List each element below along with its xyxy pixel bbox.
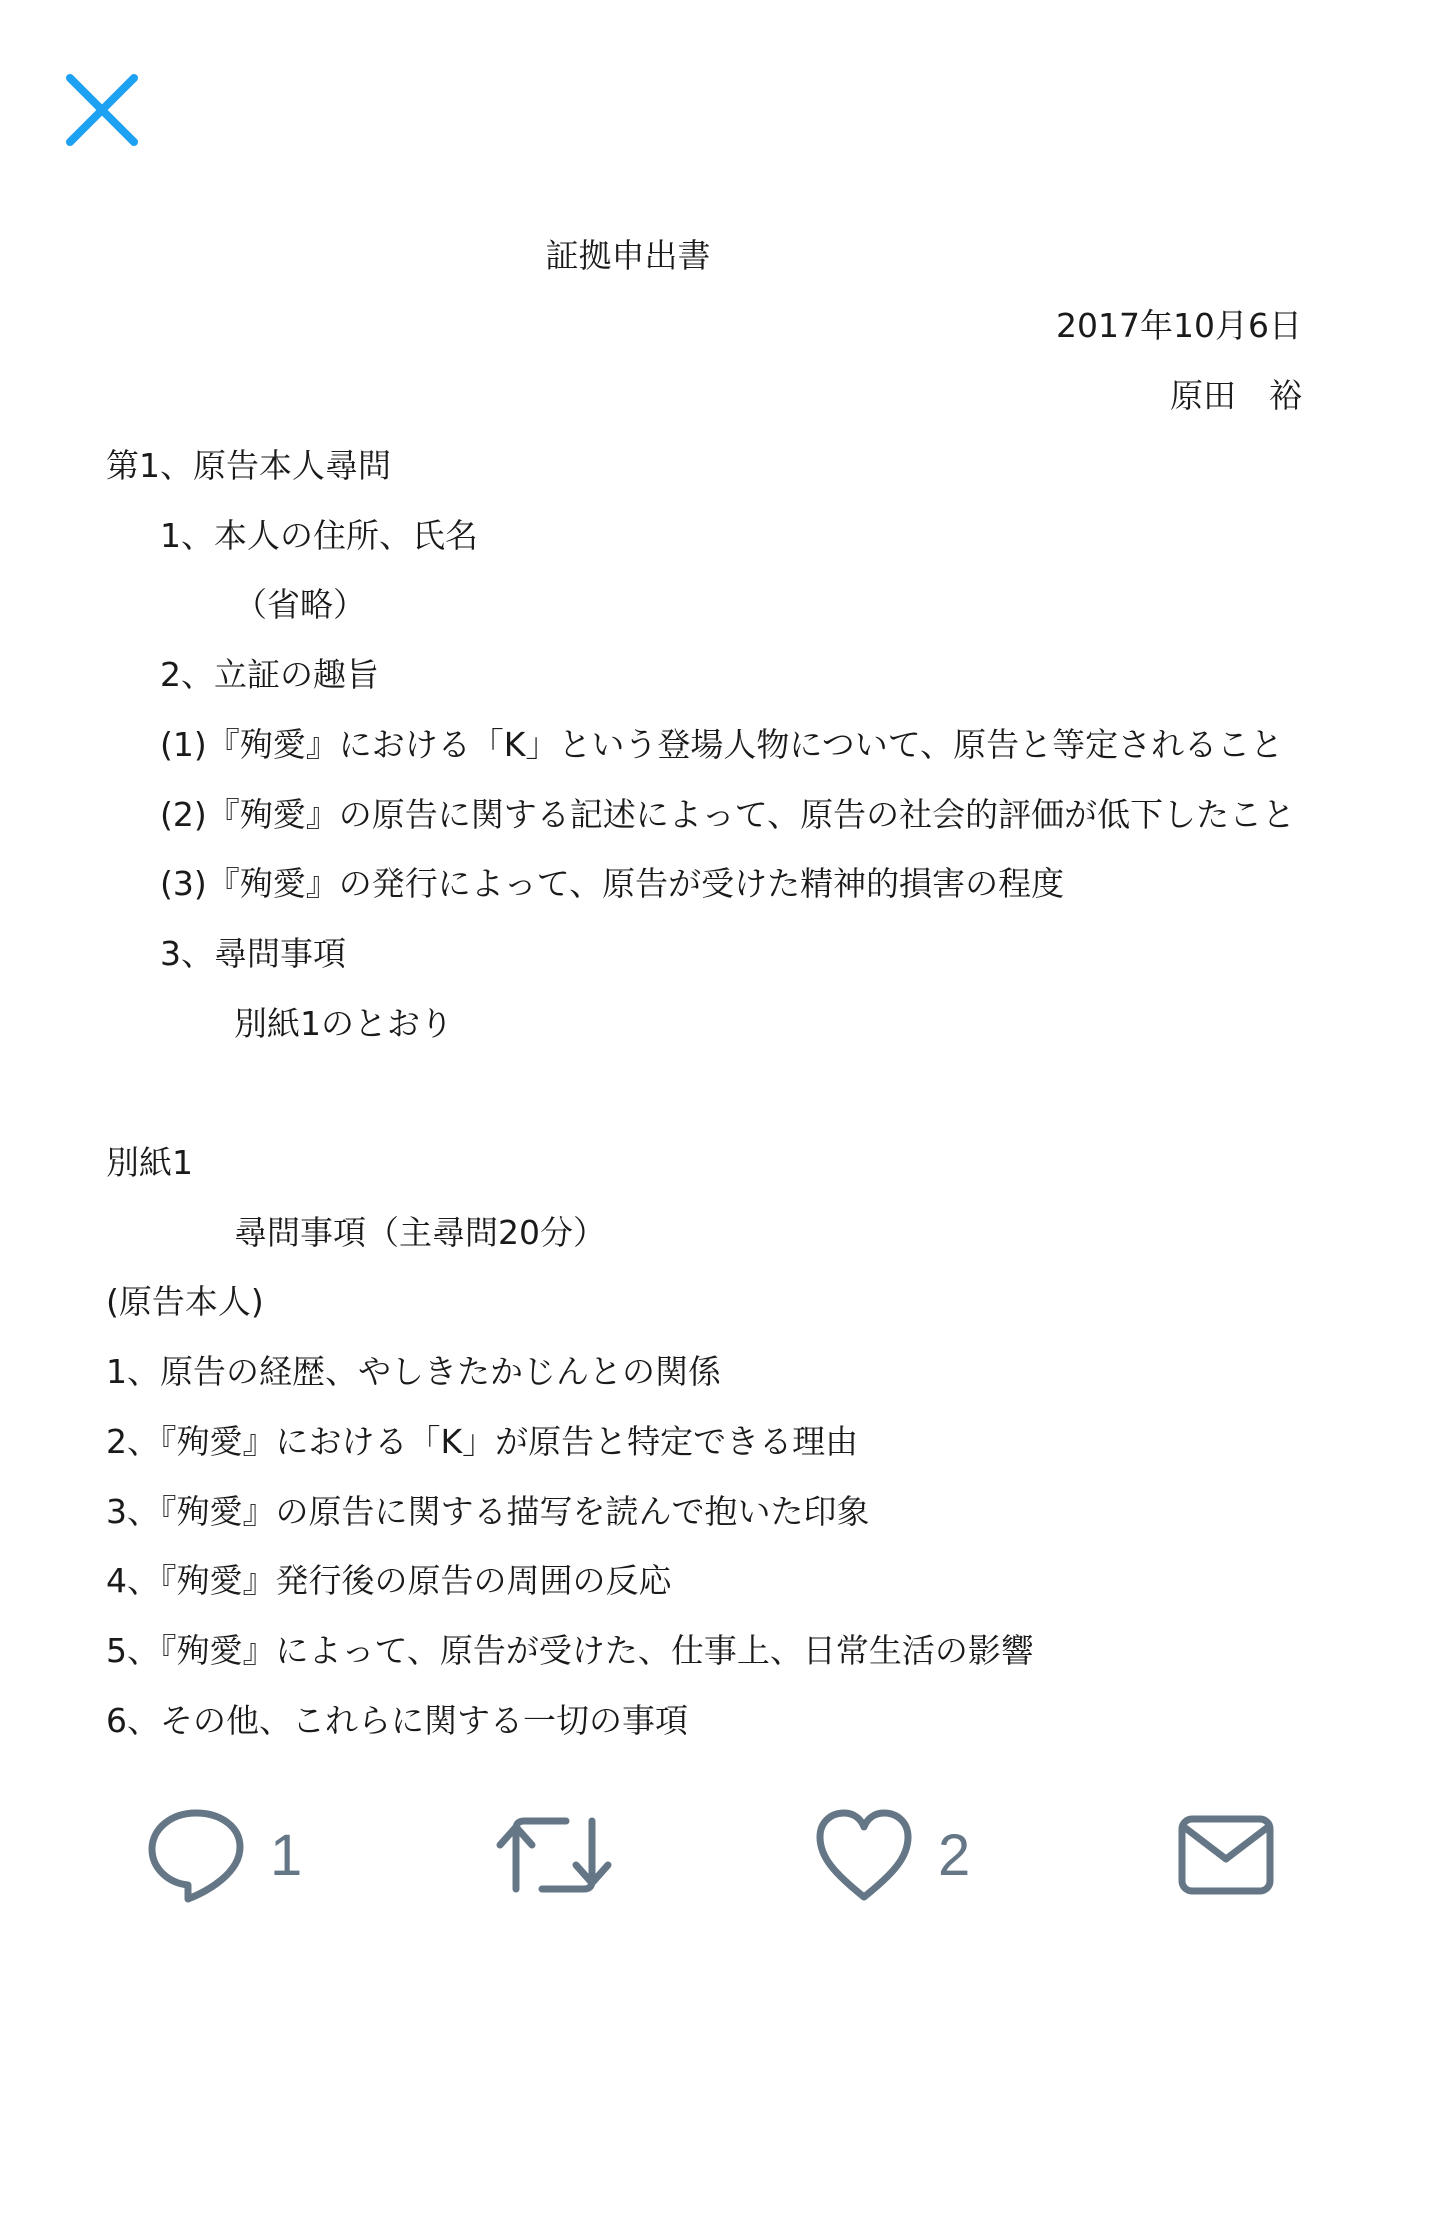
like-count: 2: [938, 1822, 971, 1888]
document-line: 6、その他、これらに関する一切の事項: [106, 1701, 688, 1740]
reply-count: 1: [270, 1822, 303, 1888]
document-line: （省略）: [234, 585, 366, 624]
heart-icon: [814, 1805, 914, 1905]
reply-button[interactable]: [146, 1800, 302, 1910]
document-line: 第1、原告本人尋問: [106, 446, 391, 485]
document-line: 別紙1: [106, 1143, 193, 1182]
direct-message-button[interactable]: [1176, 1800, 1276, 1910]
document-line: 5、『殉愛』によって、原告が受けた、仕事上、日常生活の影響: [106, 1631, 1034, 1670]
document-title: 証拠申出書: [545, 236, 711, 275]
document-line: (2)『殉愛』の原告に関する記述によって、原告の社会的評価が低下したこと: [160, 795, 1296, 834]
document-date: 2017年10月6日: [1056, 306, 1302, 345]
document-line: 2、『殉愛』における「K」が原告と特定できる理由: [106, 1422, 859, 1461]
retweet-button[interactable]: [494, 1800, 614, 1910]
document-line: 別紙1のとおり: [234, 1004, 453, 1043]
document-author: 原田 裕: [1170, 376, 1302, 415]
document-line: (3)『殉愛』の発行によって、原告が受けた精神的損害の程度: [160, 864, 1065, 903]
document-line: 2、立証の趣旨: [160, 655, 379, 694]
tweet-action-bar: [0, 1800, 1440, 1910]
document-line: 1、本人の住所、氏名: [160, 516, 478, 555]
document-line: (1)『殉愛』における「K」という登場人物について、原告と等定されること: [160, 725, 1284, 764]
document-line: 3、尋問事項: [160, 934, 346, 973]
document-line: 4、『殉愛』発行後の原告の周囲の反応: [106, 1561, 672, 1600]
like-button[interactable]: [814, 1800, 970, 1910]
document-line: 1、原告の経歴、やしきたかじんとの関係: [106, 1352, 721, 1391]
document-line: 尋問事項（主尋問20分）: [234, 1213, 606, 1252]
document-line: (原告本人): [106, 1282, 264, 1321]
document-line: 3、『殉愛』の原告に関する描写を読んで抱いた印象: [106, 1492, 870, 1531]
reply-icon: [146, 1805, 246, 1905]
envelope-icon: [1176, 1805, 1276, 1905]
retweet-icon: [494, 1805, 614, 1905]
